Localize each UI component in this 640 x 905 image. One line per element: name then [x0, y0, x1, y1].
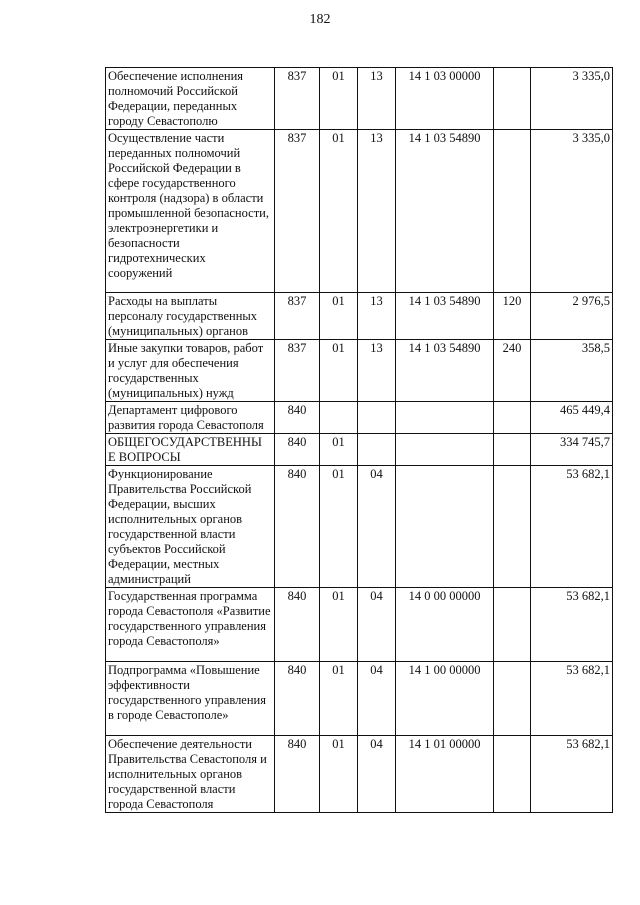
subsection-code-cell — [358, 402, 396, 434]
ved-code-cell: 840 — [275, 466, 320, 588]
expense-type-cell — [494, 736, 531, 813]
row-name-cell: Государственная программа города Севастополя «Развитие государственного управления города Севастополя» — [106, 588, 275, 662]
target-article-cell: 14 1 03 54890 — [396, 130, 494, 293]
target-article-cell: 14 1 03 54890 — [396, 340, 494, 402]
table-row — [106, 402, 613, 434]
table-row — [106, 588, 613, 662]
target-article-cell: 14 1 03 54890 — [396, 293, 494, 340]
amount-cell: 3 335,0 — [531, 130, 613, 293]
target-article-cell: 14 0 00 00000 — [396, 588, 494, 662]
amount-cell: 53 682,1 — [531, 662, 613, 736]
section-code-cell: 01 — [320, 662, 358, 736]
ved-code-cell: 840 — [275, 434, 320, 466]
expense-type-cell — [494, 662, 531, 736]
row-name-cell: Функционирование Правительства Российской Федерации, высших исполнительных органов государственной власти субъектов Российской Федерации, местных администраций — [106, 466, 275, 588]
expense-type-cell — [494, 434, 531, 466]
expense-type-cell — [494, 466, 531, 588]
subsection-code-cell: 04 — [358, 588, 396, 662]
amount-cell: 358,5 — [531, 340, 613, 402]
ved-code-cell: 837 — [275, 130, 320, 293]
amount-cell: 53 682,1 — [531, 466, 613, 588]
subsection-code-cell: 04 — [358, 466, 396, 588]
section-code-cell: 01 — [320, 130, 358, 293]
subsection-code-cell: 04 — [358, 662, 396, 736]
target-article-cell: 14 1 01 00000 — [396, 736, 494, 813]
table-row — [106, 293, 613, 340]
amount-cell: 53 682,1 — [531, 736, 613, 813]
budget-table — [105, 67, 613, 813]
row-name-cell: Обеспечение деятельности Правительства Севастополя и исполнительных органов государственной власти города Севастополя — [106, 736, 275, 813]
ved-code-cell: 837 — [275, 340, 320, 402]
subsection-code-cell: 13 — [358, 68, 396, 130]
ved-code-cell: 837 — [275, 68, 320, 130]
expense-type-cell: 240 — [494, 340, 531, 402]
expense-type-cell: 120 — [494, 293, 531, 340]
table-row — [106, 662, 613, 736]
table-row — [106, 434, 613, 466]
row-name-cell: Департамент цифрового развития города Севастополя — [106, 402, 275, 434]
table-row — [106, 340, 613, 402]
target-article-cell — [396, 466, 494, 588]
section-code-cell: 01 — [320, 466, 358, 588]
section-code-cell — [320, 402, 358, 434]
table-row — [106, 736, 613, 813]
subsection-code-cell: 13 — [358, 130, 396, 293]
ved-code-cell: 840 — [275, 402, 320, 434]
expense-type-cell — [494, 68, 531, 130]
row-name-cell: Обеспечение исполнения полномочий Российской Федерации, переданных городу Севастополю — [106, 68, 275, 130]
expense-type-cell — [494, 130, 531, 293]
row-name-cell: Иные закупки товаров, работ и услуг для обеспечения государственных (муниципальных) нужд — [106, 340, 275, 402]
section-code-cell: 01 — [320, 68, 358, 130]
amount-cell: 53 682,1 — [531, 588, 613, 662]
amount-cell: 3 335,0 — [531, 68, 613, 130]
ved-code-cell: 840 — [275, 588, 320, 662]
section-code-cell: 01 — [320, 588, 358, 662]
subsection-code-cell: 04 — [358, 736, 396, 813]
target-article-cell — [396, 434, 494, 466]
table-row — [106, 466, 613, 588]
page-number: 182 — [309, 12, 331, 27]
section-code-cell: 01 — [320, 293, 358, 340]
ved-code-cell: 840 — [275, 736, 320, 813]
row-name-cell: ОБЩЕГОСУДАРСТВЕННЫ Е ВОПРОСЫ — [106, 434, 275, 466]
ved-code-cell: 837 — [275, 293, 320, 340]
target-article-cell: 14 1 03 00000 — [396, 68, 494, 130]
subsection-code-cell: 13 — [358, 340, 396, 402]
subsection-code-cell — [358, 434, 396, 466]
table-row — [106, 130, 613, 293]
target-article-cell — [396, 402, 494, 434]
expense-type-cell — [494, 588, 531, 662]
amount-cell: 334 745,7 — [531, 434, 613, 466]
expense-type-cell — [494, 402, 531, 434]
row-name-cell: Подпрограмма «Повышение эффективности государственного управления в городе Севастополе» — [106, 662, 275, 736]
section-code-cell: 01 — [320, 434, 358, 466]
ved-code-cell: 840 — [275, 662, 320, 736]
amount-cell: 2 976,5 — [531, 293, 613, 340]
row-name-cell: Осуществление части переданных полномочий Российской Федерации в сфере государственного контроля (надзора) в области промышленной безопасности, электроэнергетики и безопасности гидротехнических сооружений — [106, 130, 275, 293]
section-code-cell: 01 — [320, 340, 358, 402]
row-name-cell: Расходы на выплаты персоналу государственных (муниципальных) органов — [106, 293, 275, 340]
amount-cell: 465 449,4 — [531, 402, 613, 434]
table-row — [106, 68, 613, 130]
section-code-cell: 01 — [320, 736, 358, 813]
target-article-cell: 14 1 00 00000 — [396, 662, 494, 736]
subsection-code-cell: 13 — [358, 293, 396, 340]
